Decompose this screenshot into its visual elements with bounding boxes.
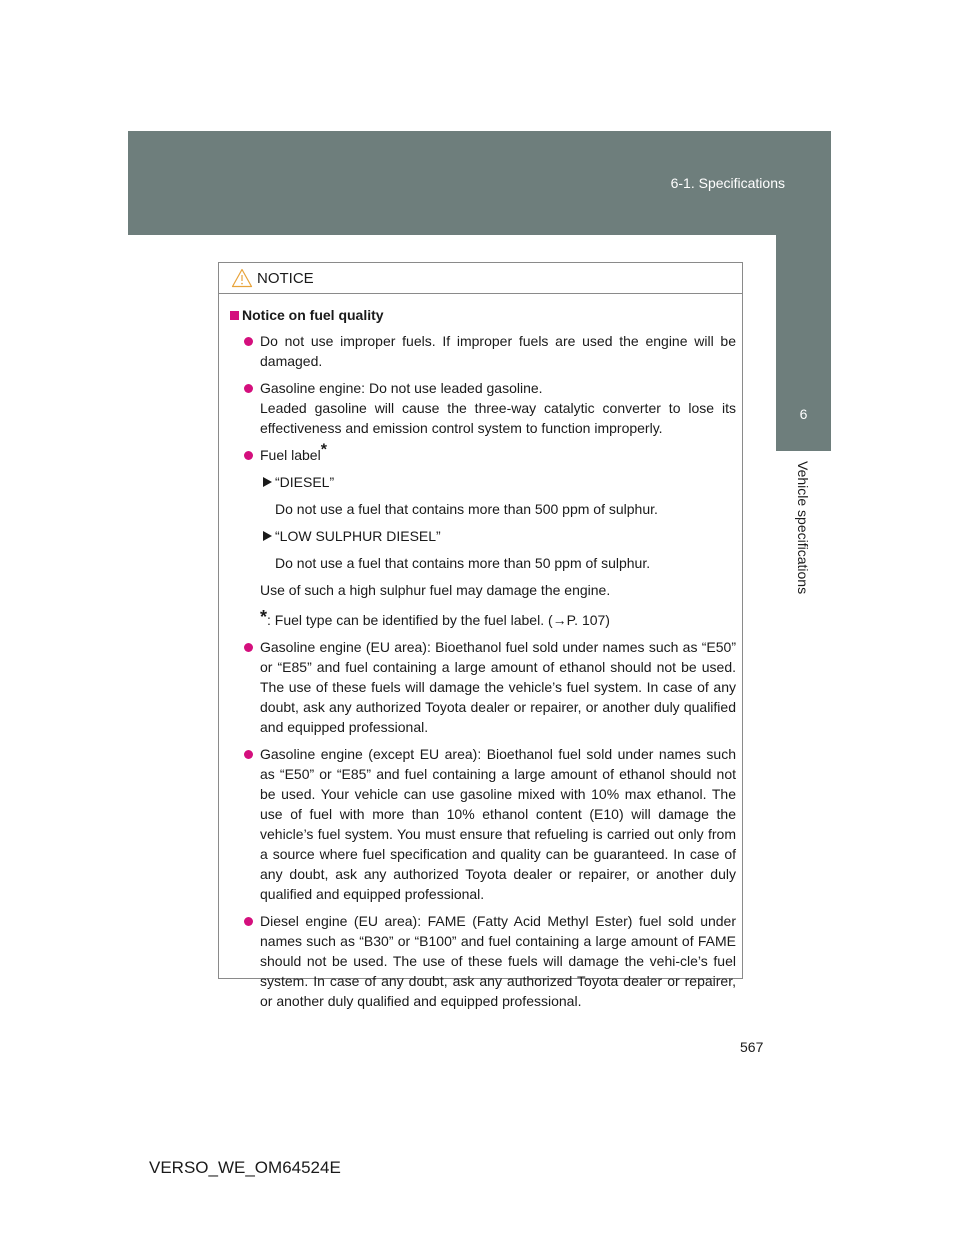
document-code: VERSO_WE_OM64524E xyxy=(149,1158,341,1177)
bullet-bioethanol-eu: Gasoline engine (EU area): Bioethanol fuel sold under names such as “E50” or “E85” and fuel containing a large amount of ethanol should not be used. The use of these fuels will damage the vehicle’s fuel system. In case of any doubt, ask any authorized Toyota dealer or repairer, or another duly qualified and equipped professional. xyxy=(227,637,736,737)
fuel-item-low-sulphur-desc: Do not use a fuel that contains more than 50 ppm of sulphur. xyxy=(275,555,651,571)
notice-title: NOTICE xyxy=(257,270,314,287)
fuel-item-diesel: “DIESEL” xyxy=(227,472,736,492)
footnote-marker: * xyxy=(260,607,268,627)
chapter-tab xyxy=(776,235,831,451)
notice-body xyxy=(219,294,742,1011)
fuel-label-asterisk: * xyxy=(320,441,327,459)
notice-box xyxy=(218,262,743,1009)
warning-icon xyxy=(231,268,253,288)
fuel-item-diesel-desc: Do not use a fuel that contains more than 500 ppm of sulphur. xyxy=(275,501,658,517)
bullet-leaded-gasoline: Gasoline engine: Do not use leaded gasoline. Leaded gasoline will cause the three-way catalytic converter to lose its effectiveness and emission control system to function improperly. xyxy=(227,378,736,438)
sulphur-warning: Use of such a high sulphur fuel may damage the engine. xyxy=(260,582,611,598)
chapter-label-tab xyxy=(776,451,831,991)
footnote-text: : Fuel type can be identified by the fuel label. (→P. 107) xyxy=(267,612,610,628)
notice-header xyxy=(219,263,742,294)
chapter-label: Vehicle specifications xyxy=(795,461,811,595)
chapter-number: 6 xyxy=(799,406,808,422)
fuel-label-text: Fuel label xyxy=(260,447,321,463)
page-number: 567 xyxy=(740,1039,764,1055)
header-band xyxy=(128,131,831,235)
section-title: 6-1. Specifications xyxy=(670,175,785,191)
bullet-bioethanol-non-eu: Gasoline engine (except EU area): Bioethanol fuel sold under names such as “E50” or “E85” and fuel containing a large amount of ethanol should not be used. Your vehicle can use gasoline mixed with 10% max ethanol. The use of fuel with more than 10% ethanol content (E10) will damage the vehicle’s fuel system. You must ensure that refueling is carried out only from a source where fuel specification and quality can be guaranteed. In case of any doubt, ask any authorized Toyota dealer or repairer, or another duly qualified and equipped professional. xyxy=(227,744,736,904)
bullet-fame-diesel: Diesel engine (EU area): FAME (Fatty Acid Methyl Ester) fuel sold under names such as “B30” or “B100” and fuel containing a large amount of FAME should not be used. The use of these fuels will damage the vehi-cle’s fuel system. In case of any doubt, ask any authorized Toyota dealer or repairer, or another duly qualified and equipped professional. xyxy=(227,911,736,1011)
notice-heading: Notice on fuel quality xyxy=(227,305,736,325)
bullet-improper-fuels: Do not use improper fuels. If improper fuels are used the engine will be damaged. xyxy=(227,331,736,371)
fuel-item-low-sulphur: “LOW SULPHUR DIESEL” xyxy=(227,526,736,546)
bullet-fuel-label xyxy=(227,441,736,465)
fuel-footnote xyxy=(227,607,736,630)
